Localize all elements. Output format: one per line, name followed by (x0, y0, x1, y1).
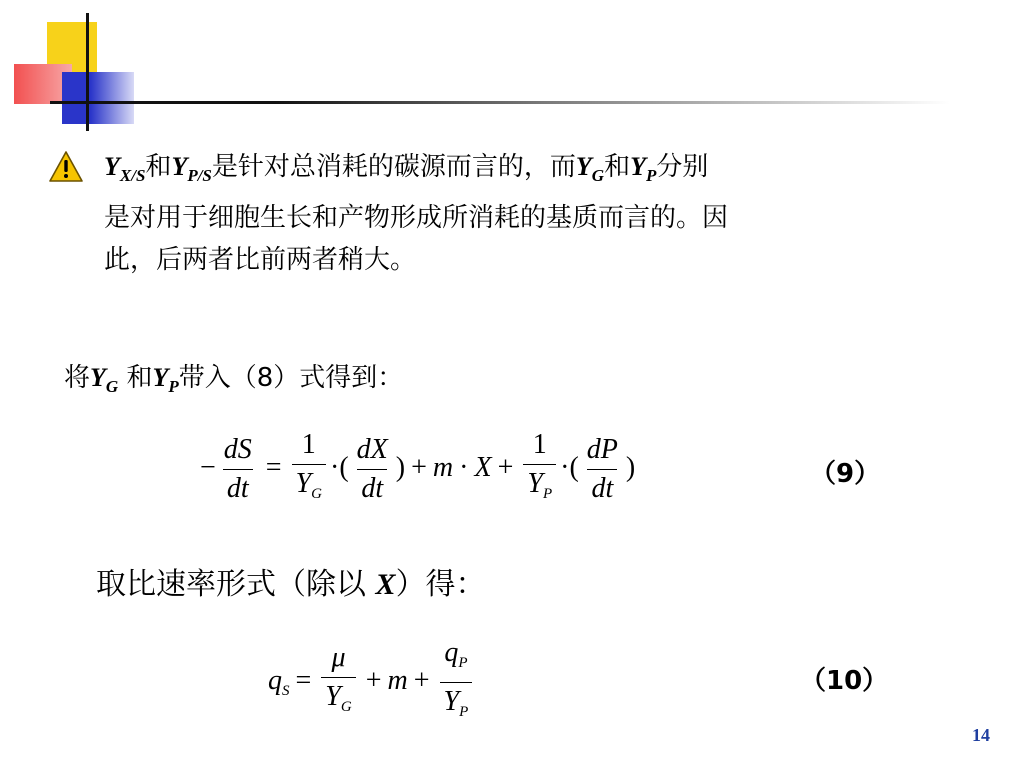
denominator (440, 682, 473, 729)
symbol-mu: μ (331, 642, 346, 673)
subscript-g: G (591, 166, 605, 185)
numerator: dS (223, 434, 252, 465)
fraction-ds-dt (220, 433, 256, 506)
paragraph-line-1 (104, 146, 944, 197)
substitute-line (64, 357, 403, 408)
subscript-g: G (105, 377, 119, 396)
fraction-dp-dt (583, 433, 622, 506)
and-word: 和 (145, 152, 172, 182)
subscript-s: S (282, 682, 290, 699)
numerator: dX (356, 434, 388, 465)
close-paren: ) (395, 451, 406, 483)
symbol-y: Y (90, 363, 106, 392)
subscript-p: P (168, 377, 179, 396)
subscript-ps: P/S (187, 166, 212, 185)
symbol-q: q (444, 637, 459, 668)
explanation-paragraph (104, 146, 944, 281)
subscript-g: G (311, 486, 323, 502)
equation-9 (200, 428, 635, 511)
symbol-y: Y (630, 152, 646, 181)
equation-number-9: （9） (810, 459, 881, 489)
fraction-1-yp (523, 428, 556, 511)
close-paren: ) (625, 451, 636, 483)
fraction-dx-dt (353, 433, 392, 506)
dot: · (459, 451, 469, 483)
denominator: dt (223, 469, 253, 506)
rate-prefix: 取比速率形式（除以 (96, 567, 376, 602)
decor-blue-square (62, 72, 134, 124)
warning-icon (48, 149, 84, 185)
decor-horizontal-line (50, 101, 950, 104)
paragraph-text-a: 是针对总消耗的碳源而言的，而 (211, 152, 576, 182)
symbol-x: X (375, 568, 396, 601)
subscript-p: P (645, 166, 657, 185)
substitute-prefix: 将 (64, 363, 91, 393)
symbol-y: Y (443, 686, 460, 717)
substitute-suffix: 带入（8）式得到： (178, 363, 404, 393)
minus-sign: − (200, 451, 216, 483)
subscript-p: P (542, 486, 553, 502)
fraction-1-yg (292, 428, 326, 511)
symbol-y: Y (325, 681, 341, 712)
numerator: 1 (532, 429, 547, 460)
and-word: 和 (118, 363, 153, 393)
plus-sign: + (497, 451, 514, 483)
symbol-x: X (474, 451, 492, 483)
numerator: dP (586, 434, 618, 465)
paragraph-text-b: 分别 (656, 152, 709, 182)
subscript-p: P (459, 704, 469, 720)
denominator (523, 464, 556, 511)
rate-line (96, 564, 486, 606)
symbol-y: Y (104, 152, 120, 181)
symbol-q: q (268, 664, 282, 696)
symbol-y: Y (295, 468, 312, 499)
equals-sign: = (295, 664, 312, 696)
symbol-y: Y (152, 363, 169, 392)
fraction-qp-yp (440, 636, 473, 729)
decor-vertical-line (86, 13, 89, 131)
symbol-y: Y (527, 468, 543, 499)
equals-sign: = (265, 451, 282, 483)
rate-suffix: ）得： (395, 567, 486, 602)
fraction-mu-yg (321, 641, 355, 724)
plus-sign: + (411, 451, 427, 483)
denominator (321, 677, 355, 724)
denominator: dt (357, 469, 387, 506)
subscript-p: P (458, 655, 468, 671)
numerator (440, 636, 471, 682)
equation-number-10: （10） (800, 666, 889, 696)
denominator (292, 464, 326, 511)
dot-paren: ·( (560, 451, 579, 483)
paragraph-line-3: 此，后两者比前两者稍大。 (104, 245, 417, 275)
symbol-m: m (432, 451, 454, 483)
symbol-m: m (387, 664, 408, 696)
plus-sign: + (365, 664, 382, 696)
page-number: 14 (972, 725, 990, 745)
symbol-y: Y (575, 152, 592, 181)
symbol-y: Y (171, 152, 188, 181)
dot-paren: ·( (330, 451, 349, 483)
numerator: 1 (301, 429, 316, 460)
equation-10 (268, 636, 476, 729)
plus-sign: + (413, 664, 430, 696)
paragraph-line-2: 是对用于细胞生长和产物形成所消耗的基质而言的。因 (104, 203, 729, 233)
subscript-g: G (340, 699, 352, 715)
and-word: 和 (604, 152, 631, 182)
denominator: dt (587, 469, 617, 506)
subscript-xs: X/S (119, 166, 146, 185)
